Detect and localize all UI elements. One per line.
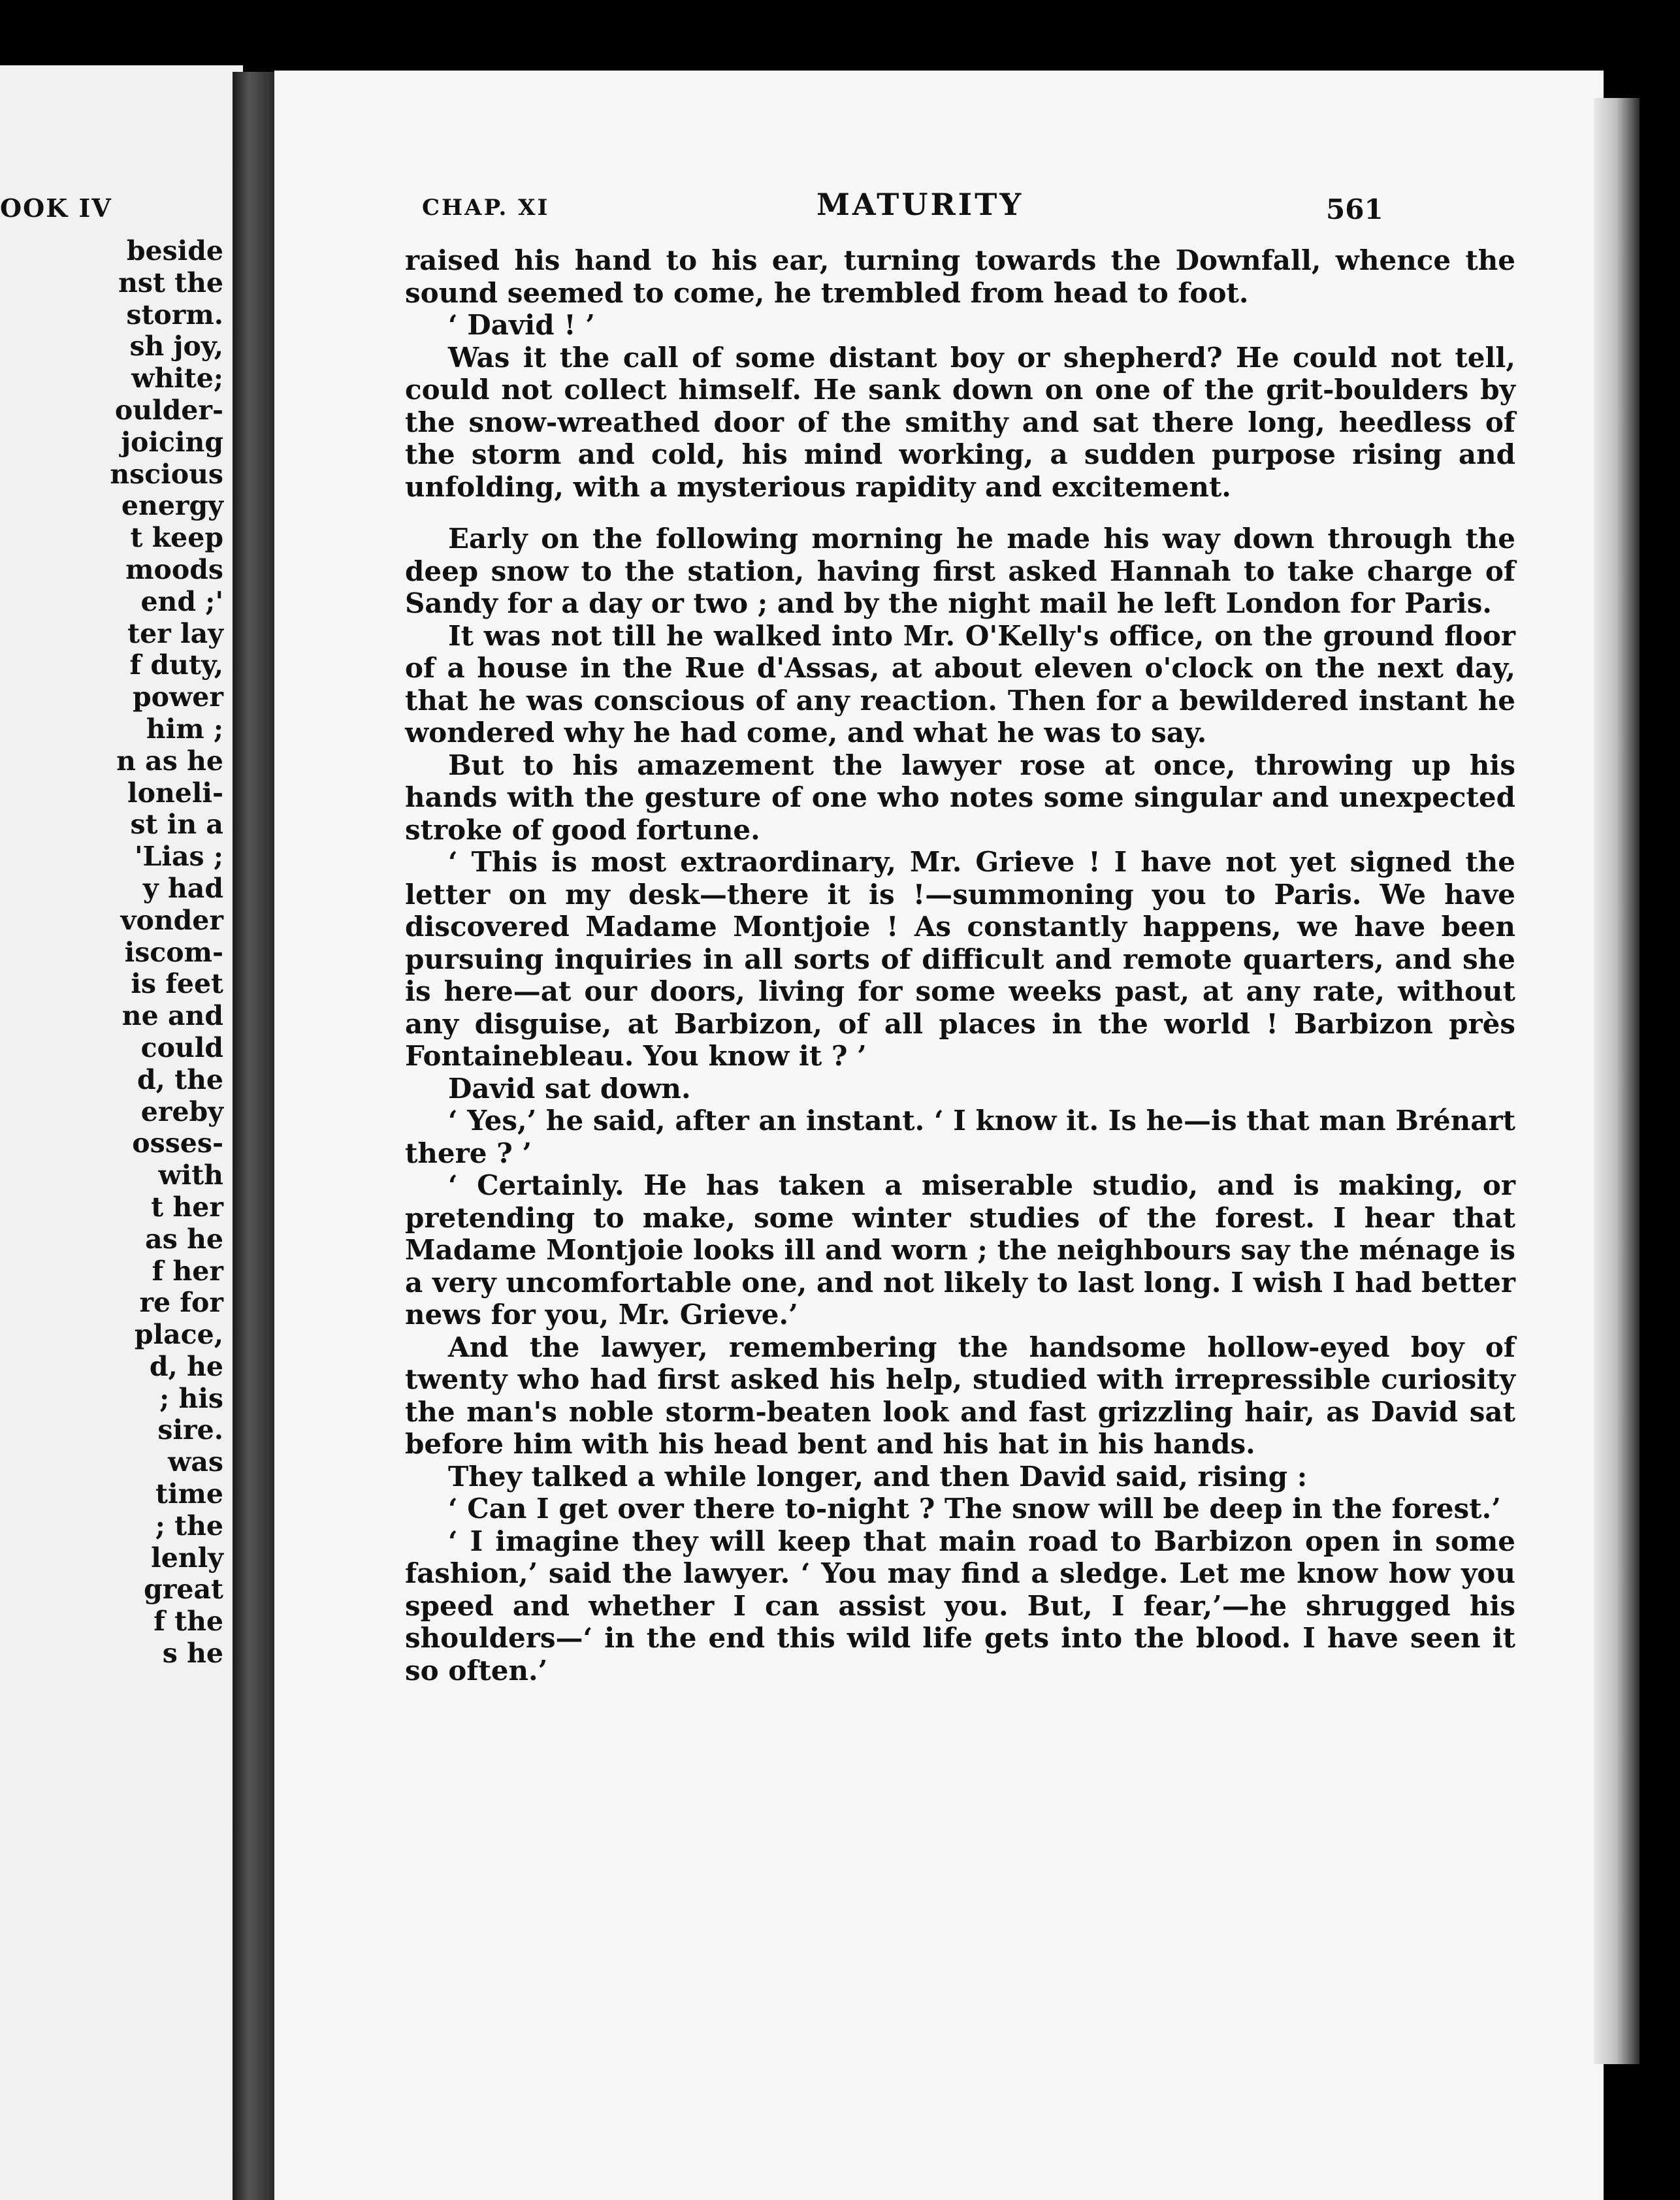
paragraph: ‘ I imagine they will keep that main road to Barbizon open in some fashion,’ said the lawyer. ‘ You may find a sledge. Let me know how you speed and whether I can assist you. But, I fear,’—he shrugged his shoulders—‘ in the end this wild life gets into the blood. I have seen it so often.’ bbox=[405, 1525, 1515, 1687]
paragraph: Early on the following morning he made his way down through the deep snow to the station, having first asked Hannah to take charge of Sandy for a day or two ; and by the night mail he left London for Paris. bbox=[405, 523, 1515, 619]
paragraph: ‘ Yes,’ he said, after an instant. ‘ I know it. Is he—is that man Brénart there ? ’ bbox=[405, 1105, 1515, 1169]
facing-page-line: moods bbox=[125, 553, 223, 585]
facing-page-line: t keep bbox=[130, 522, 223, 554]
book-page bbox=[274, 71, 1604, 2200]
facing-page-line: st in a bbox=[130, 809, 223, 841]
book-gutter bbox=[233, 72, 274, 2200]
facing-page-line: joicing bbox=[121, 426, 223, 458]
facing-page-line: iscom- bbox=[124, 936, 223, 968]
facing-page-line: end ;' bbox=[140, 585, 223, 617]
page-number: 561 bbox=[1326, 193, 1383, 225]
facing-page-line: as he bbox=[145, 1223, 223, 1255]
paragraph: ‘ Can I get over there to-night ? The snow will be deep in the forest.’ bbox=[448, 1493, 1501, 1525]
page-edge bbox=[1594, 98, 1640, 2064]
facing-page-line: t her bbox=[151, 1191, 223, 1223]
facing-page-line: d, he bbox=[149, 1350, 223, 1382]
facing-page-line: loneli- bbox=[127, 777, 223, 809]
facing-page-line: f the bbox=[153, 1606, 223, 1638]
facing-page-line: f duty, bbox=[129, 649, 223, 681]
facing-page bbox=[0, 65, 243, 2200]
facing-page-line: energy bbox=[121, 490, 223, 522]
facing-page-line: nscious bbox=[110, 458, 223, 490]
paragraph: ‘ This is most extraordinary, Mr. Grieve ! I have not yet signed the letter on my desk—there it is !—summoning you to Paris. We have discovered Madame Montjoie ! As constantly happens, we have been pursuing inquiries in all sorts of difficult and remote quarters, and she is here—at our doors, living for some weeks past, at any rate, without any disguise, at Barbizon, of all places in the world ! Barbizon près Fontainebleau. You know it ? ’ bbox=[405, 846, 1515, 1072]
running-head bbox=[274, 187, 1604, 226]
facing-page-line: ; his bbox=[159, 1382, 223, 1414]
facing-page-line: vonder bbox=[120, 904, 223, 936]
facing-page-line: lenly bbox=[151, 1542, 223, 1574]
facing-page-header: OOK IV bbox=[0, 193, 112, 223]
facing-page-line: sire. bbox=[157, 1414, 223, 1446]
facing-page-line: great bbox=[144, 1574, 223, 1606]
facing-page-line: white; bbox=[131, 363, 223, 395]
paragraph: And the lawyer, remembering the handsome hollow-eyed boy of twenty who had first asked his help, studied with irrepressible curiosity the man's noble storm-beaten look and fast grizzling hair, as David sat before him with his head bent and his hat in his hands. bbox=[405, 1331, 1515, 1460]
facing-page-line: s he bbox=[162, 1638, 223, 1670]
facing-page-line: him ; bbox=[146, 713, 223, 745]
facing-page-line: beside bbox=[126, 235, 223, 267]
paragraph: Was it the call of some distant boy or shepherd? He could not tell, could not collect himself. He sank down on one of the grit-boulders by the snow-wreathed door of the smithy and sat there long, heedless of the storm and cold, his mind working, a sudden purpose rising and unfolding, with a mysterious rapidity and excitement. bbox=[405, 341, 1515, 503]
facing-page-line: time bbox=[155, 1478, 223, 1510]
facing-page-line: nst the bbox=[118, 267, 223, 299]
paragraph: But to his amazement the lawyer rose at once, throwing up his hands with the gesture of one who notes some singular and unexpected stroke of good fortune. bbox=[405, 749, 1515, 846]
paragraph: raised his hand to his ear, turning towards the Downfall, whence the sound seemed to come, he trembled from head to foot. bbox=[405, 244, 1515, 309]
facing-page-line: n as he bbox=[116, 745, 223, 777]
paragraph: It was not till he walked into Mr. O'Kelly's office, on the ground floor of a house in the Rue d'Assas, at about eleven o'clock on the next day, that he was conscious of any reaction. Then for a bewildered instant he wondered why he had come, and what he was to say. bbox=[405, 619, 1515, 749]
paragraph: They talked a while longer, and then David said, rising : bbox=[448, 1460, 1308, 1493]
facing-page-line: osses- bbox=[132, 1127, 223, 1159]
facing-page-line: oulder- bbox=[114, 394, 223, 426]
facing-page-line: d, the bbox=[137, 1063, 223, 1095]
facing-page-line: is feet bbox=[131, 968, 223, 1000]
body-text bbox=[405, 244, 1515, 1687]
facing-page-text bbox=[0, 235, 223, 1670]
paragraph: ‘ David ! ’ bbox=[448, 309, 595, 341]
facing-page-line: ereby bbox=[140, 1095, 223, 1127]
paragraph: David sat down. bbox=[448, 1072, 691, 1105]
facing-page-line: ne and bbox=[121, 1000, 223, 1032]
facing-page-line: f her bbox=[152, 1255, 223, 1287]
chapter-label: CHAP. XI bbox=[422, 195, 550, 221]
facing-page-line: y had bbox=[142, 872, 223, 904]
facing-page-line: was bbox=[168, 1446, 223, 1478]
facing-page-line: with bbox=[158, 1159, 223, 1191]
facing-page-line: power bbox=[133, 681, 223, 713]
facing-page-line: sh joy, bbox=[129, 331, 223, 363]
facing-page-line: ter lay bbox=[127, 617, 223, 649]
facing-page-line: re for bbox=[139, 1287, 223, 1319]
facing-page-line: storm. bbox=[126, 299, 223, 331]
facing-page-line: 'Lias ; bbox=[134, 841, 223, 873]
paragraph: ‘ Certainly. He has taken a miserable studio, and is making, or pretending to make, some winter studies of the forest. I hear that Madame Montjoie looks ill and worn ; the neighbours say the ménage is a very uncomfortable one, and not likely to last long. I wish I had better news for you, Mr. Grieve.’ bbox=[405, 1169, 1515, 1331]
chapter-title: MATURITY bbox=[816, 187, 1024, 222]
facing-page-line: could bbox=[140, 1031, 223, 1063]
facing-page-line: ; the bbox=[155, 1510, 223, 1542]
facing-page-line: place, bbox=[134, 1319, 223, 1351]
